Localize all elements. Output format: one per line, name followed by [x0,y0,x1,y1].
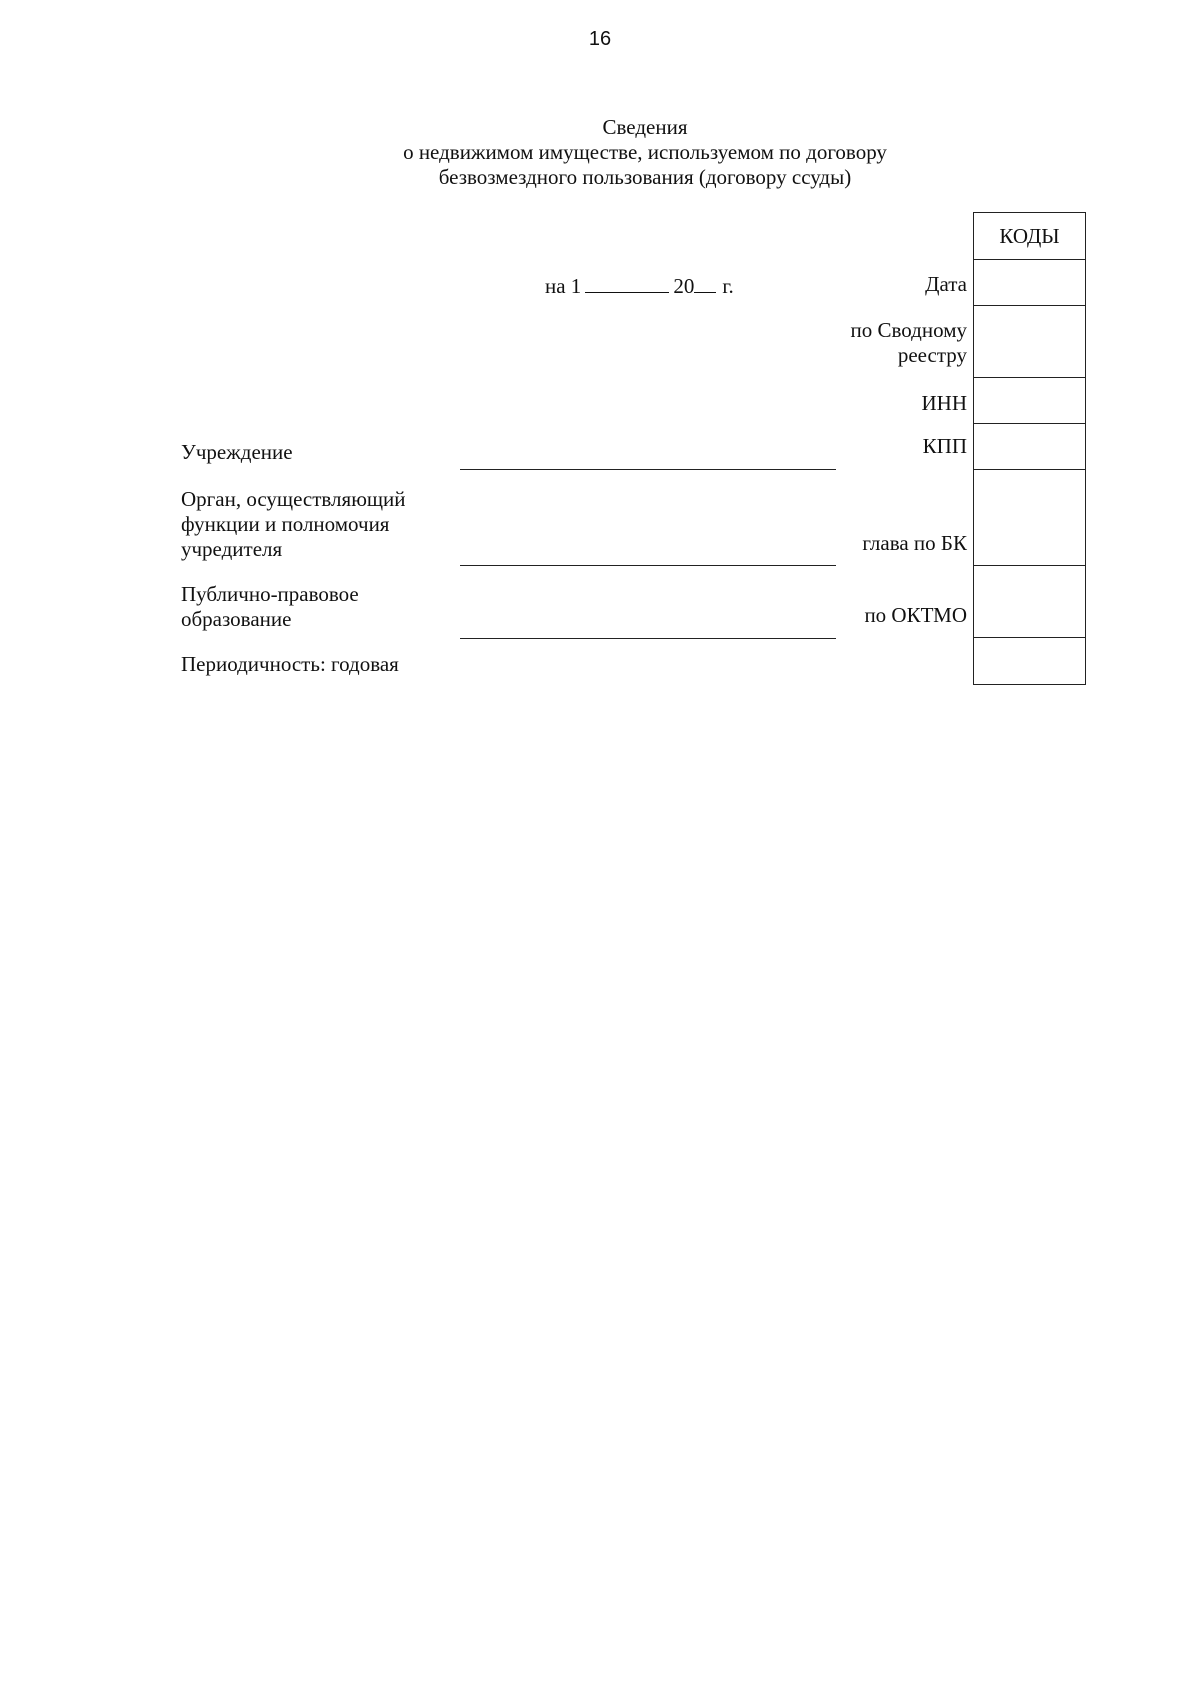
code-cell-reestr [974,306,1085,378]
founder-organ-line-3: учредителя [181,537,283,561]
report-date-line [545,272,734,299]
code-label-glava: глава по БК [862,531,967,555]
month-blank [585,272,669,293]
code-label-reestr-line-2: реестру [897,343,967,367]
field-label-public-entity [181,582,441,632]
code-cell-kpp [974,424,1085,470]
code-cell-inn [974,378,1085,424]
code-cell-glava [974,470,1085,566]
code-label-date: Дата [925,272,967,296]
code-label-inn: ИНН [921,391,967,415]
date-prefix: на 1 [545,274,582,298]
code-cell-oktmo [974,566,1085,638]
codes-header: КОДЫ [974,213,1085,260]
title-line-3: безвозмездного пользования (договору ссуды) [438,165,852,189]
codes-table [973,212,1086,685]
field-label-periodicity: Периодичность: годовая [181,652,399,676]
founder-organ-fill-line [460,565,836,566]
code-label-reestr [851,318,967,368]
public-entity-fill-line [460,638,836,639]
date-suffix: г. [722,274,734,298]
code-label-reestr-line-1: по Сводному [850,318,967,342]
founder-organ-line-1: Орган, осуществляющий [181,487,406,511]
field-label-institution: Учреждение [181,440,293,464]
year-prefix: 20 [673,274,695,298]
public-entity-line-2: образование [181,607,292,631]
code-label-oktmo: по ОКТМО [864,603,967,627]
public-entity-line-1: Публично-правовое [181,582,359,606]
year-blank [694,272,716,293]
code-cell-periodicity [974,638,1085,685]
founder-organ-line-2: функции и полномочия [181,512,390,536]
field-label-founder-organ [181,487,441,562]
code-label-kpp: КПП [922,434,967,458]
document-title [300,115,990,190]
title-line-1: Сведения [602,115,688,139]
page-number: 16 [588,28,612,50]
institution-fill-line [460,469,836,470]
code-cell-date [974,260,1085,306]
title-line-2: о недвижимом имуществе, используемом по договору [403,140,887,164]
